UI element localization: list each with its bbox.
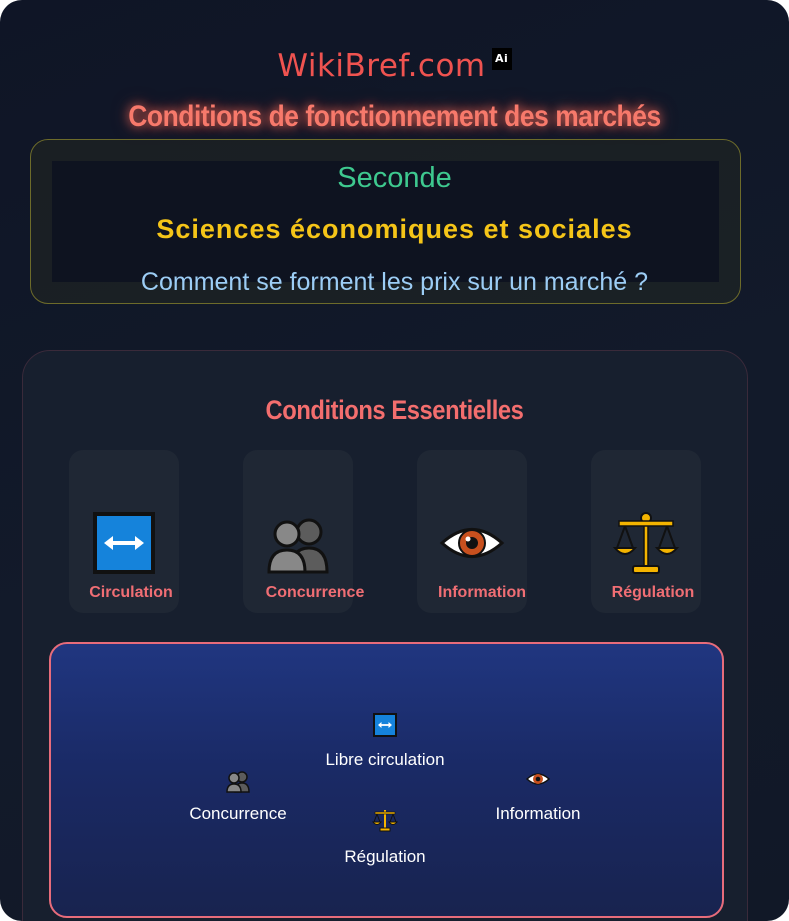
diagram-label-regulation: Régulation xyxy=(344,847,426,866)
eye-icon xyxy=(525,766,551,792)
diagram-label-information: Information xyxy=(495,804,581,823)
conditions-title: Conditions Essentielles xyxy=(265,395,524,425)
people-icon xyxy=(225,768,251,794)
page-title: Conditions de fonctionnement des marchés xyxy=(128,100,661,133)
level-label: Seconde xyxy=(337,162,452,194)
people-icon xyxy=(263,510,333,576)
card-label-information: Information xyxy=(438,584,526,601)
left-right-arrow-icon xyxy=(89,510,159,576)
subject-label: Sciences économiques et sociales xyxy=(156,214,633,244)
eye-icon xyxy=(437,510,507,576)
ai-badge: Ai xyxy=(492,48,512,70)
balance-scale-icon xyxy=(611,510,681,576)
diagram-label-concurrence: Concurrence xyxy=(189,804,287,823)
left-right-arrow-icon xyxy=(372,712,398,738)
card-label-concurrence: Concurrence xyxy=(265,584,365,601)
card-label-circulation: Circulation xyxy=(89,584,173,601)
balance-scale-icon xyxy=(372,807,398,833)
card-label-regulation: Régulation xyxy=(611,584,695,601)
brand[interactable] xyxy=(0,48,789,84)
question-label: Comment se forment les prix sur un marché ? xyxy=(140,268,649,296)
brand-name[interactable]: WikiBref.com xyxy=(277,48,486,84)
conditions-diagram xyxy=(49,642,724,918)
diagram-label-libre-circulation: Libre circulation xyxy=(325,750,445,769)
